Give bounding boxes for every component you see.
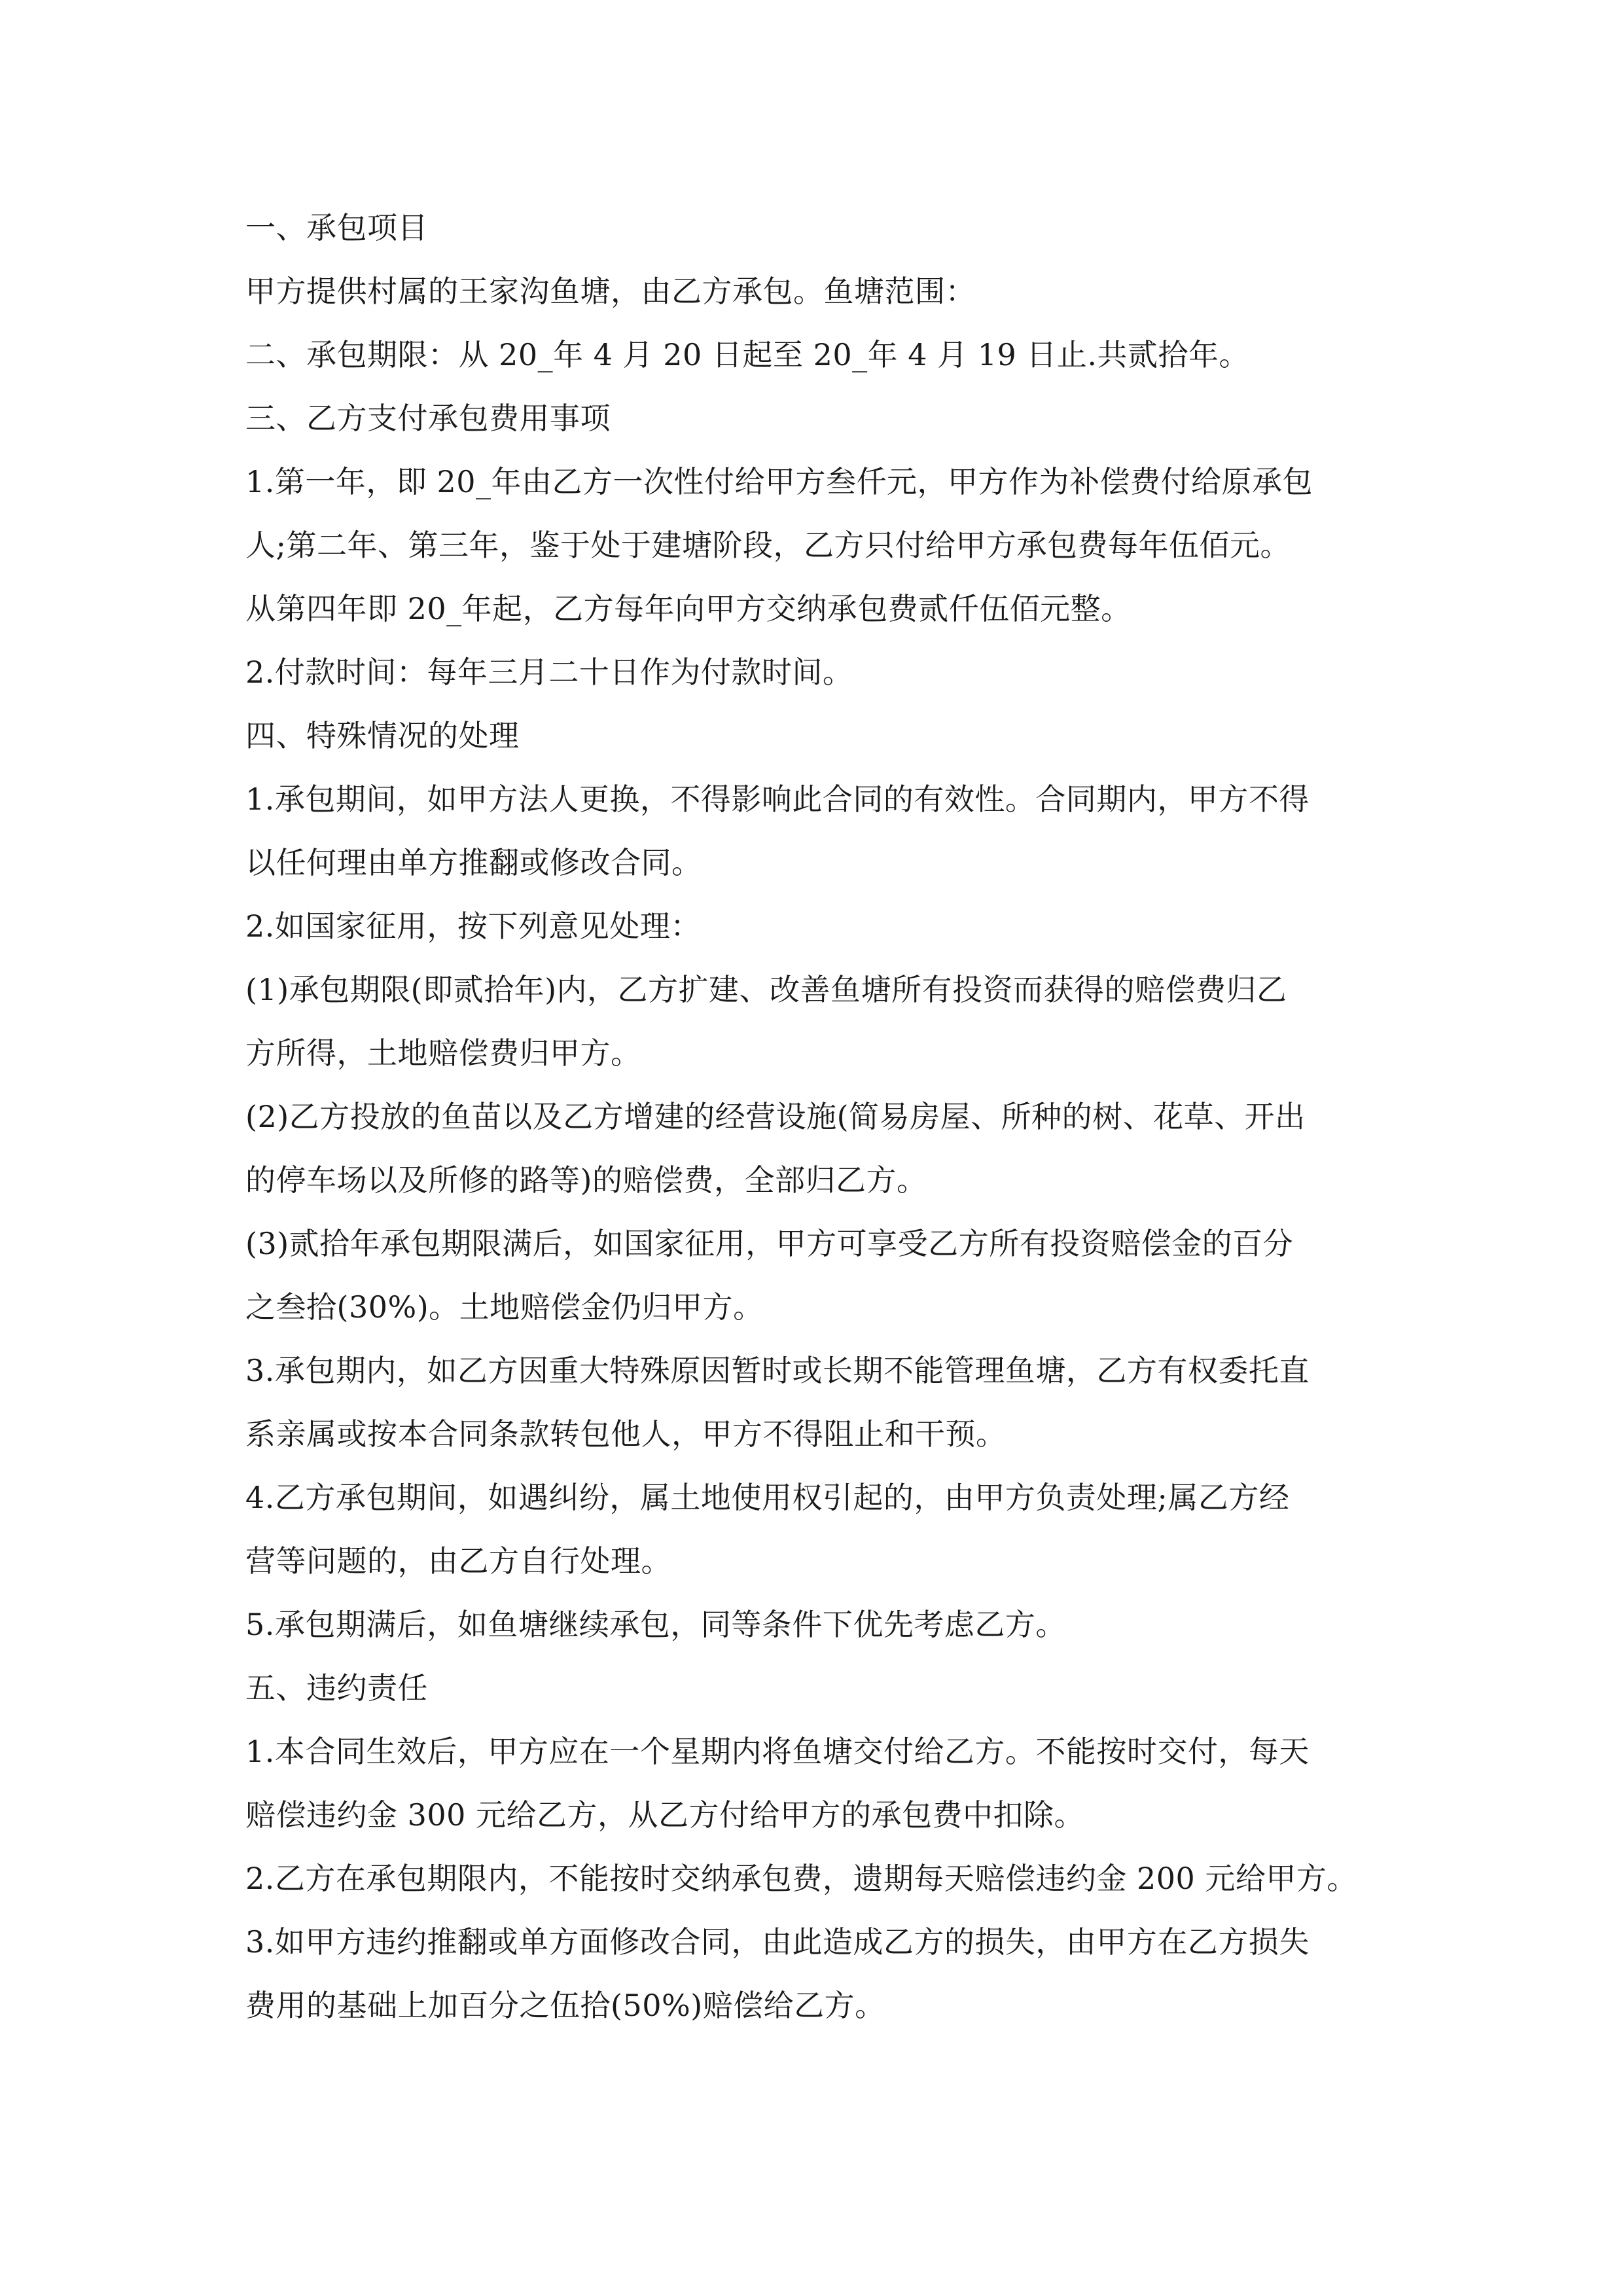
paragraph-line: 系亲属或按本合同条款转包他人，甲方不得阻止和干预。 [245, 1416, 1007, 1452]
paragraph-line: 1.第一年，即 20_年由乙方一次性付给甲方叁仟元，甲方作为补偿费付给原承包 [245, 464, 1313, 499]
paragraph-line: 1.承包期间，如甲方法人更换，不得影响此合同的有效性。合同期内，甲方不得 [245, 781, 1310, 817]
paragraph-line: 之叁拾(30%)。土地赔偿金仍归甲方。 [245, 1289, 764, 1325]
section-heading-1: 一、承包项目 [245, 210, 428, 245]
section-heading-5: 五、违约责任 [245, 1670, 428, 1706]
paragraph-line: 3.承包期内，如乙方因重大特殊原因暂时或长期不能管理鱼塘，乙方有权委托直 [245, 1353, 1310, 1388]
paragraph-line: 2.付款时间：每年三月二十日作为付款时间。 [245, 655, 853, 690]
paragraph-line: 方所得，土地赔偿费归甲方。 [245, 1035, 641, 1071]
paragraph-line: 3.如甲方违约推翻或单方面修改合同，由此造成乙方的损失，由甲方在乙方损失 [245, 1924, 1310, 1960]
paragraph-line: 5.承包期满后，如鱼塘继续承包，同等条件下优先考虑乙方。 [245, 1607, 1066, 1642]
paragraph-line: (3)贰拾年承包期限满后，如国家征用，甲方可享受乙方所有投资赔偿金的百分 [245, 1226, 1294, 1261]
paragraph-line: 费用的基础上加百分之伍拾(50%)赔偿给乙方。 [245, 1988, 885, 2023]
paragraph-line: 以任何理由单方推翻或修改合同。 [245, 845, 702, 880]
paragraph-line: 甲方提供村属的王家沟鱼塘，由乙方承包。鱼塘范围： [245, 274, 976, 309]
paragraph-line: 4.乙方承包期间，如遇纠纷，属土地使用权引起的，由甲方负责处理;属乙方经 [245, 1480, 1290, 1515]
paragraph-line: 人;第二年、第三年，鉴于处于建塘阶段，乙方只付给甲方承包费每年伍佰元。 [245, 528, 1291, 563]
paragraph-line: 的停车场以及所修的路等)的赔偿费，全部归乙方。 [245, 1162, 927, 1198]
section-heading-2: 二、承包期限：从 20_年 4 月 20 日起至 20_年 4 月 19 日止.共贰拾年。 [245, 337, 1250, 372]
section-heading-4: 四、特殊情况的处理 [245, 718, 520, 753]
paragraph-line: 2.如国家征用，按下列意见处理： [245, 908, 701, 944]
paragraph-line: (2)乙方投放的鱼苗以及乙方增建的经营设施(简易房屋、所种的树、花草、开出 [245, 1099, 1306, 1134]
paragraph-line: 从第四年即 20_年起，乙方每年向甲方交纳承包费贰仟伍佰元整。 [245, 591, 1132, 626]
paragraph-line: (1)承包期限(即贰拾年)内，乙方扩建、改善鱼塘所有投资而获得的赔偿费归乙 [245, 972, 1287, 1007]
section-heading-3: 三、乙方支付承包费用事项 [245, 401, 611, 436]
paragraph-line: 赔偿违约金 300 元给乙方，从乙方付给甲方的承包费中扣除。 [245, 1797, 1085, 1833]
paragraph-line: 1.本合同生效后，甲方应在一个星期内将鱼塘交付给乙方。不能按时交付，每天 [245, 1734, 1310, 1769]
paragraph-line: 2.乙方在承包期限内，不能按时交纳承包费，遗期每天赔偿违约金 200 元给甲方。 [245, 1861, 1357, 1896]
paragraph-line: 营等问题的，由乙方自行处理。 [245, 1543, 671, 1579]
